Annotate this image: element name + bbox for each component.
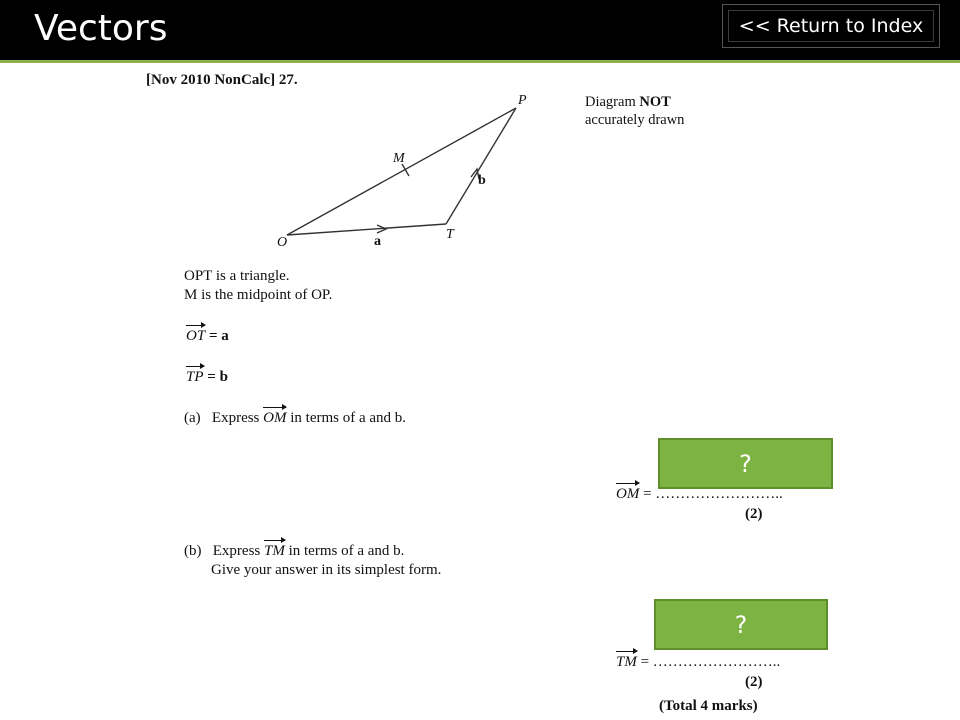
vector-ot-value: = a (208, 328, 229, 344)
total-marks: (Total 4 marks) (659, 698, 758, 714)
part-a-label: (a) (184, 410, 201, 426)
label-m: M (393, 151, 405, 166)
label-t: T (446, 227, 454, 242)
part-a-question (184, 410, 406, 427)
diagram-note-line2: accurately drawn (585, 112, 685, 128)
side-ot (287, 224, 446, 235)
label-p: P (518, 93, 527, 108)
label-b: b (478, 173, 486, 188)
side-op (287, 108, 516, 235)
answer-a-marks: (2) (745, 506, 763, 522)
part-b-text-1: Express (212, 543, 261, 559)
vector-tp-line (186, 369, 228, 386)
part-b-instruction: Give your answer in its simplest form. (211, 562, 442, 578)
answer-a-line (616, 486, 783, 503)
answer-b-marks: (2) (745, 674, 763, 690)
part-a-vector: OM (263, 410, 286, 427)
vector-ot-line (186, 328, 229, 345)
label-o: O (277, 235, 288, 250)
answer-b-dots: = …………………….. (640, 654, 781, 670)
part-b-vector: TM (264, 543, 285, 560)
vector-tp-value: = b (207, 369, 228, 385)
side-tp (446, 108, 516, 224)
part-b-question (184, 543, 404, 560)
answer-b-reveal-button[interactable]: ? (654, 599, 828, 650)
diagram-note-prefix: Diagram (585, 94, 636, 110)
answer-a-reveal-button[interactable]: ? (658, 438, 833, 489)
part-a-text-2: in terms of a and b. (290, 410, 407, 426)
vector-ot: OT (186, 328, 205, 345)
statement-1: OPT is a triangle. (184, 268, 290, 284)
part-a-text-1: Express (211, 410, 260, 426)
label-a: a (374, 234, 381, 249)
return-to-index-label[interactable]: << Return to Index (728, 10, 934, 42)
question-reference: [Nov 2010 NonCalc] 27. (146, 72, 298, 88)
part-b-text-2: in terms of a and b. (288, 543, 405, 559)
vector-tp: TP (186, 369, 204, 386)
answer-b-line (616, 654, 780, 671)
answer-a-dots: = …………………….. (643, 486, 783, 502)
part-b-label: (b) (184, 543, 202, 559)
answer-a-vector: OM (616, 486, 639, 503)
statement-2: M is the midpoint of OP. (184, 287, 333, 303)
answer-b-vector: TM (616, 654, 637, 671)
diagram-note-bold: NOT (639, 94, 671, 110)
page-title: Vectors (34, 8, 168, 49)
